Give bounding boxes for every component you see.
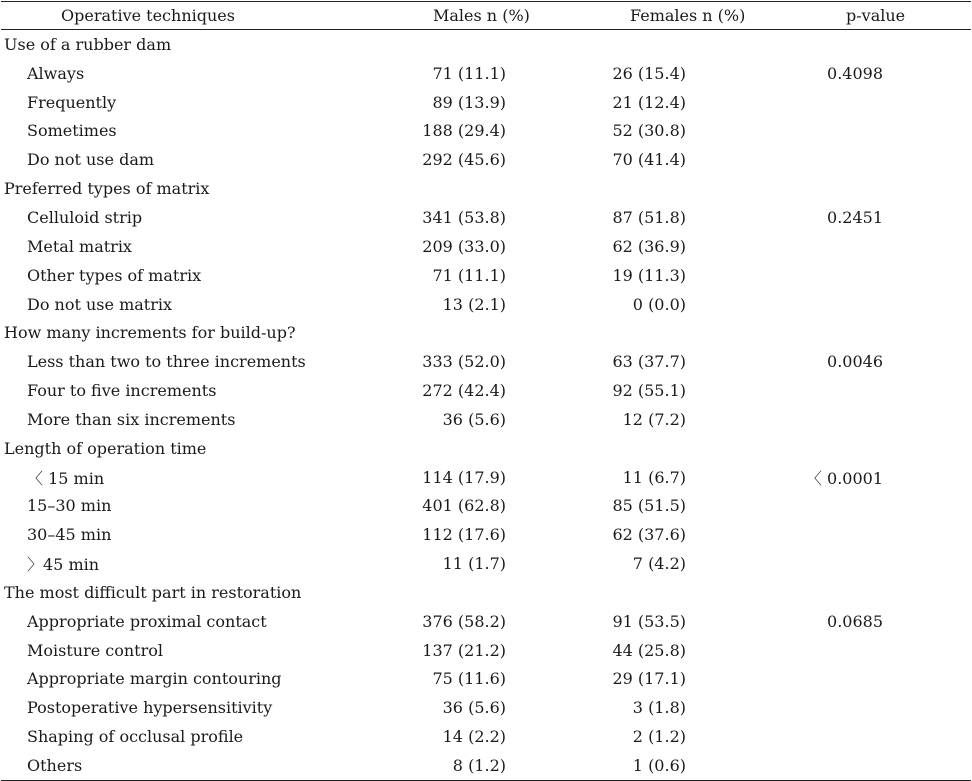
females-value: 19 (11.3): [612, 265, 686, 285]
males-value: 401 (62.8): [422, 496, 506, 516]
males-value: 188 (29.4): [422, 121, 506, 141]
header-operative-techniques: Operative techniques: [61, 6, 235, 25]
males-value-cell: [397, 64, 577, 83]
p-value-cell: [787, 121, 971, 140]
females-value-cell: [577, 410, 787, 429]
p-value-cell: [787, 150, 971, 169]
females-value-cell: [577, 295, 787, 314]
males-value-cell: [397, 554, 577, 573]
header-males: Males n (%): [433, 6, 530, 25]
males-value-cell: [397, 150, 577, 169]
females-value-cell: [577, 727, 787, 746]
group-header-row: [1, 30, 971, 59]
table-row: [1, 492, 971, 521]
table-row: [1, 347, 971, 376]
group-title: Use of a rubber dam: [4, 34, 172, 54]
row-label: Others: [27, 756, 83, 776]
females-value: 7 (4.2): [632, 554, 686, 574]
males-value-cell: [397, 93, 577, 112]
table-row: [1, 549, 971, 578]
table-header-row: [1, 2, 971, 30]
males-value-cell: [397, 641, 577, 660]
males-value: 114 (17.9): [422, 467, 506, 487]
p-value-cell: [787, 237, 971, 256]
females-value: 1 (0.6): [632, 756, 686, 776]
p-value: 〈 0.0001: [805, 468, 883, 488]
row-label: Always: [27, 63, 85, 83]
females-value-cell: [577, 669, 787, 688]
row-label: Do not use dam: [27, 150, 155, 170]
males-value: 71 (11.1): [432, 63, 506, 83]
p-value-cell: [787, 352, 971, 371]
females-value: 44 (25.8): [612, 640, 686, 660]
header-females: Females n (%): [630, 6, 746, 25]
females-value-cell: [577, 698, 787, 717]
table-row: [1, 261, 971, 290]
table-row: [1, 463, 971, 492]
row-label: Sometimes: [27, 121, 117, 141]
males-value: 272 (42.4): [422, 381, 506, 401]
males-value-cell: [397, 381, 577, 400]
table-row: [1, 117, 971, 146]
males-value: 341 (53.8): [422, 207, 506, 227]
table-row: [1, 722, 971, 751]
table-row: [1, 203, 971, 232]
row-label: 〉45 min: [27, 555, 100, 575]
females-value: 26 (15.4): [612, 63, 686, 83]
males-value: 89 (13.9): [432, 92, 506, 112]
females-value: 29 (17.1): [612, 669, 686, 689]
females-value-cell: [577, 756, 787, 775]
group-header-row: [1, 578, 971, 607]
males-value-cell: [397, 410, 577, 429]
females-value: 0 (0.0): [632, 294, 686, 314]
p-value-cell: [787, 525, 971, 544]
group-header-row: [1, 434, 971, 463]
p-value-cell: [787, 554, 971, 573]
table-row: [1, 693, 971, 722]
row-label: Appropriate proximal contact: [27, 611, 267, 631]
row-label: Other types of matrix: [27, 265, 202, 285]
females-value-cell: [577, 554, 787, 573]
p-value-cell: [787, 381, 971, 400]
females-value-cell: [577, 496, 787, 515]
table-row: [1, 520, 971, 549]
males-value: 112 (17.6): [422, 525, 506, 545]
header-p-value: p-value: [846, 6, 906, 25]
females-value-cell: [577, 352, 787, 371]
p-value-cell: [787, 756, 971, 775]
females-value-cell: [577, 266, 787, 285]
males-value: 13 (2.1): [442, 294, 506, 314]
row-label: Four to five increments: [27, 381, 217, 401]
males-value: 71 (11.1): [432, 265, 506, 285]
females-value: 62 (37.6): [612, 525, 686, 545]
table-row: [1, 290, 971, 319]
table-row: [1, 636, 971, 665]
females-value: 70 (41.4): [612, 150, 686, 170]
row-label: Frequently: [27, 92, 117, 112]
p-value-cell: [787, 266, 971, 285]
females-value: 21 (12.4): [612, 92, 686, 112]
males-value: 292 (45.6): [422, 150, 506, 170]
row-label: More than six increments: [27, 409, 236, 429]
table-row: [1, 145, 971, 174]
row-label: 30–45 min: [27, 525, 112, 545]
row-label: Postoperative hypersensitivity: [27, 698, 273, 718]
table-row: [1, 59, 971, 88]
group-title: Preferred types of matrix: [4, 179, 210, 199]
p-value-cell: [787, 698, 971, 717]
males-value: 36 (5.6): [442, 409, 506, 429]
females-value: 92 (55.1): [612, 381, 686, 401]
group-title: How many increments for build-up?: [4, 323, 296, 343]
males-value-cell: [397, 669, 577, 688]
females-value: 62 (36.9): [612, 236, 686, 256]
row-label: Moisture control: [27, 640, 164, 660]
p-value-cell: [787, 64, 971, 83]
row-label: Do not use matrix: [27, 294, 172, 314]
females-value-cell: [577, 381, 787, 400]
row-label: Appropriate margin contouring: [27, 669, 282, 689]
p-value-cell: [787, 641, 971, 660]
males-value: 137 (21.2): [422, 640, 506, 660]
females-value: 3 (1.8): [632, 698, 686, 718]
p-value: 0.4098: [827, 63, 883, 83]
row-label: Celluloid strip: [27, 207, 143, 227]
table-row: [1, 405, 971, 434]
females-value-cell: [577, 150, 787, 169]
females-value-cell: [577, 121, 787, 140]
females-value: 2 (1.2): [632, 727, 686, 747]
table-row: [1, 607, 971, 636]
group-header-row: [1, 174, 971, 203]
operative-techniques-table: [1, 1, 971, 781]
males-value: 209 (33.0): [422, 236, 506, 256]
females-value-cell: [577, 641, 787, 660]
males-value-cell: [397, 612, 577, 631]
row-label: Metal matrix: [27, 236, 132, 256]
males-value-cell: [397, 756, 577, 775]
row-label: 15–30 min: [27, 496, 112, 516]
males-value-cell: [397, 468, 577, 487]
females-value-cell: [577, 93, 787, 112]
p-value-cell: [787, 208, 971, 227]
group-title: Length of operation time: [4, 438, 207, 458]
males-value-cell: [397, 121, 577, 140]
males-value-cell: [397, 237, 577, 256]
females-value: 52 (30.8): [612, 121, 686, 141]
males-value: 376 (58.2): [422, 611, 506, 631]
males-value-cell: [397, 727, 577, 746]
p-value-cell: [787, 410, 971, 429]
males-value-cell: [397, 352, 577, 371]
females-value: 11 (6.7): [622, 467, 686, 487]
females-value: 63 (37.7): [612, 352, 686, 372]
p-value-cell: [787, 496, 971, 515]
females-value: 87 (51.8): [612, 207, 686, 227]
group-title: The most difficult part in restoration: [4, 582, 302, 602]
males-value-cell: [397, 295, 577, 314]
p-value-cell: [787, 466, 971, 489]
males-value: 75 (11.6): [432, 669, 506, 689]
males-value: 11 (1.7): [442, 554, 506, 574]
p-value-cell: [787, 669, 971, 688]
row-label: Less than two to three increments: [27, 352, 306, 372]
p-value-cell: [787, 727, 971, 746]
p-value-cell: [787, 93, 971, 112]
group-header-row: [1, 318, 971, 347]
males-value-cell: [397, 208, 577, 227]
females-value-cell: [577, 208, 787, 227]
p-value: 0.0046: [827, 352, 883, 372]
row-label: Shaping of occlusal profile: [27, 727, 244, 747]
females-value: 12 (7.2): [622, 409, 686, 429]
females-value-cell: [577, 468, 787, 487]
p-value-cell: [787, 612, 971, 631]
table-row: [1, 751, 971, 780]
females-value-cell: [577, 612, 787, 631]
males-value: 36 (5.6): [442, 698, 506, 718]
males-value-cell: [397, 525, 577, 544]
males-value-cell: [397, 496, 577, 515]
females-value-cell: [577, 237, 787, 256]
females-value: 85 (51.5): [612, 496, 686, 516]
males-value: 14 (2.2): [442, 727, 506, 747]
table-row: [1, 376, 971, 405]
table-body: [1, 30, 971, 780]
p-value-cell: [787, 295, 971, 314]
table-row: [1, 232, 971, 261]
p-value: 0.0685: [827, 611, 883, 631]
table-row: [1, 88, 971, 117]
males-value: 8 (1.2): [452, 756, 506, 776]
females-value-cell: [577, 525, 787, 544]
males-value-cell: [397, 698, 577, 717]
row-label: 〈 15 min: [27, 468, 105, 488]
females-value-cell: [577, 64, 787, 83]
table-row: [1, 665, 971, 694]
p-value: 0.2451: [827, 207, 883, 227]
males-value: 333 (52.0): [422, 352, 506, 372]
females-value: 91 (53.5): [612, 611, 686, 631]
males-value-cell: [397, 266, 577, 285]
